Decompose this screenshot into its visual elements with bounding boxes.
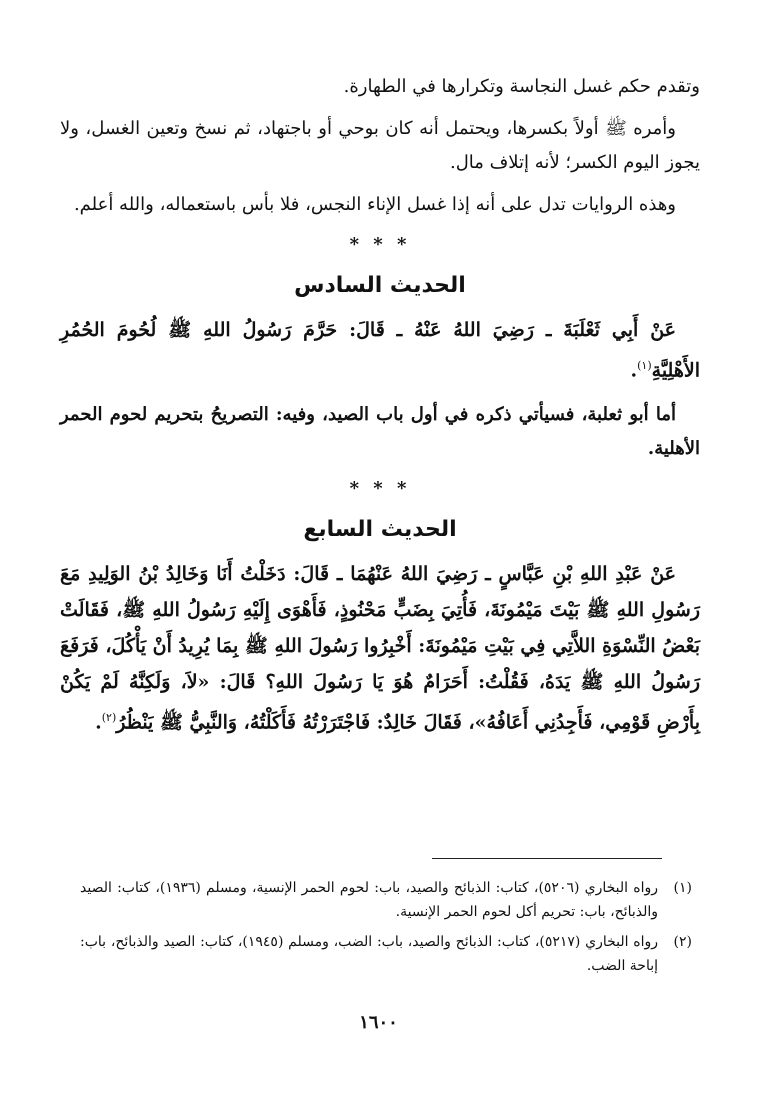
hadith-7-title: الحديث السابع — [303, 517, 457, 543]
hadith-6-commentary: أما أبو ثعلبة، فسيأتي ذكره في أول باب الصيد، وفيه: التصريحُ بتحريم لحوم الحمر الأهلية. — [60, 404, 700, 460]
hadith-7-text: عَنْ عَبْدِ اللهِ بْنِ عَبَّاسٍ ـ رَضِيَ اللهُ عَنْهُمَا ـ قَالَ: دَخَلْتُ أَنَا وَخَالِدُ بْنُ الوَلِيدِ مَعَ رَسُولِ اللهِ ﷺ بَيْتَ مَيْمُونَةَ، فَأُتِيَ بِضَبٍّ مَحْنُوذٍ، فَأَهْوَى إِلَيْهِ رَسُولُ اللهِ ﷺ، فَقَالَتْ بَعْضُ النِّسْوَةِ اللاَّتِي فِي بَيْتِ مَيْمُونَةَ: أَخْبِرُوا رَسُولَ اللهِ ﷺ بِمَا يُرِيدُ أَنْ يَأْكُلَ، فَرَفَعَ رَسُولُ اللهِ ﷺ يَدَهُ، فَقُلْتُ: أَحَرَامٌ هُوَ يَا رَسُولَ اللهِ؟ قَالَ: «لاَ، وَلَكِنَّهُ لَمْ يَكُنْ بِأَرْضِ قَوْمِي، فَأَجِدُنِي أَعَافُهُ»، فَقَالَ خَالِدٌ: فَاجْتَرَرْتُهُ فَأَكَلْتُهُ، وَالنَّبِيُّ ﷺ يَنْظُرُ$^{(٢)}$. — [60, 563, 700, 734]
page-body — [60, 70, 700, 751]
footnote-number: (١) — [673, 880, 692, 896]
hadith-6-text: عَنْ أَبِي ثَعْلَبَةَ ـ رَضِيَ اللهُ عَنْهُ ـ قَالَ: حَرَّمَ رَسُولُ اللهِ ﷺ لُحُومَ الحُمُرِ الأَهْلِيَّةِ$^{(١)}$. — [60, 319, 700, 382]
footnote-divider — [432, 858, 662, 859]
footnote-number: (٢) — [673, 934, 692, 950]
footnotes — [80, 876, 692, 984]
footnote-ref-1[interactable]: (١) — [637, 359, 652, 372]
footnote-2 — [80, 930, 692, 978]
hadith-7-body: عَنْ عَبْدِ اللهِ بْنِ عَبَّاسٍ ـ رَضِيَ اللهُ عَنْهُمَا ـ قَالَ: دَخَلْتُ أَنَا وَخَالِدُ بْنُ الوَلِيدِ مَعَ رَسُولِ اللهِ ﷺ بَيْتَ مَيْمُونَةَ، فَأُتِيَ بِضَبٍّ مَحْنُوذٍ، فَأَهْوَى إِلَيْهِ رَسُولُ اللهِ ﷺ، فَقَالَتْ بَعْضُ النِّسْوَةِ اللاَّتِي فِي بَيْتِ مَيْمُونَةَ: أَخْبِرُوا رَسُولَ اللهِ ﷺ بِمَا يُرِيدُ أَنْ يَأْكُلَ، فَرَفَعَ رَسُولُ اللهِ ﷺ يَدَهُ، فَقُلْتُ: أَحَرَامٌ هُوَ يَا رَسُولَ اللهِ؟ قَالَ: «لاَ، وَلَكِنَّهُ لَمْ يَكُنْ بِأَرْضِ قَوْمِي، فَأَجِدُنِي أَعَافُهُ»، فَقَالَ خَالِدٌ: فَاجْتَرَرْتُهُ فَأَكَلْتُهُ، وَالنَّبِيُّ ﷺ يَنْظُرُ — [60, 563, 700, 734]
page-number: ١٦٠٠ — [359, 1012, 398, 1033]
section-separator: * * * — [349, 234, 411, 255]
footnote-ref-2[interactable]: (٢) — [101, 711, 117, 725]
footnote-text: رواه البخاري (٥٢١٧)، كتاب: الذبائح والصيد، باب: الضب، ومسلم (١٩٤٥)، كتاب: الصيد والذبائح، باب: إباحة الضب. — [80, 934, 659, 974]
hadith-6-body: عَنْ أَبِي ثَعْلَبَةَ ـ رَضِيَ اللهُ عَنْهُ ـ قَالَ: حَرَّمَ رَسُولُ اللهِ ﷺ لُحُومَ الحُمُرِ الأَهْلِيَّةِ — [60, 319, 700, 382]
paragraph-impurity-washing: وتقدم حكم غسل النجاسة وتكرارها في الطهارة. — [343, 76, 700, 97]
section-separator: * * * — [349, 478, 411, 500]
paragraph-vessel-use: وهذه الروايات تدل على أنه إذا غسل الإناء النجس، فلا بأس باستعماله، والله أعلم. — [73, 194, 676, 215]
paragraph-breaking-command: وأمره ﷺ أولاً بكسرها، ويحتمل أنه كان بوحي أو باجتهاد، ثم نسخ وتعين الغسل، ولا يجوز اليوم الكسر؛ لأنه إتلاف مال. — [60, 118, 700, 173]
footnote-text: رواه البخاري (٥٢٠٦)، كتاب: الذبائح والصيد، باب: لحوم الحمر الإنسية، ومسلم (١٩٣٦)، كتاب: الصيد والذبائح، باب: تحريم أكل لحوم الحمر الإنسية. — [80, 880, 658, 920]
hadith-6-title: الحديث السادس — [294, 273, 466, 298]
footnote-1 — [80, 876, 692, 924]
